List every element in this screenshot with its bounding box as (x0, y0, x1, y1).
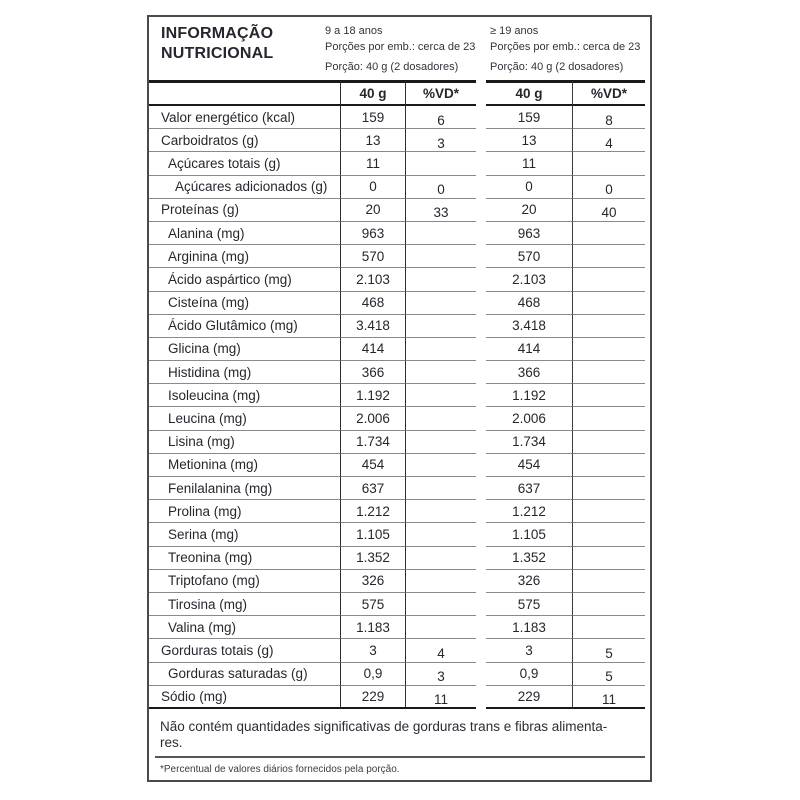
amount-cell-19plus: 1.212 (486, 500, 573, 523)
column-gap (476, 616, 486, 639)
age-group-header-19plus (490, 23, 640, 75)
dv-cell-19plus (573, 361, 645, 384)
column-gap (476, 80, 486, 106)
column-gap (476, 222, 486, 245)
column-gap (476, 384, 486, 407)
amount-cell-9-18: 366 (340, 361, 406, 384)
column-header-amount-19plus: 40 g (486, 80, 573, 106)
nutrient-name-cell: Valor energético (kcal) (149, 106, 340, 129)
amount-cell-9-18: 0,9 (340, 663, 406, 686)
amount-cell-9-18: 20 (340, 199, 406, 222)
column-gap (476, 361, 486, 384)
dv-cell-19plus (573, 292, 645, 315)
dv-cell-9-18 (406, 129, 476, 152)
column-gap (476, 663, 486, 686)
portion-size-label: Porção: 40 g (2 dosadores) (490, 61, 624, 73)
column-gap (476, 315, 486, 338)
amount-cell-9-18: 963 (340, 222, 406, 245)
amount-cell-9-18: 414 (340, 338, 406, 361)
amount-cell-19plus: 963 (486, 222, 573, 245)
dv-value: 5 (605, 645, 613, 661)
nutrient-name-cell: Proteínas (g) (149, 199, 340, 222)
dv-value: 5 (605, 669, 613, 685)
dv-cell-19plus (573, 454, 645, 477)
dv-cell-9-18 (406, 547, 476, 570)
nutrient-name-cell: Triptofano (mg) (149, 570, 340, 593)
dv-cell-19plus (573, 315, 645, 338)
amount-cell-19plus: 20 (486, 199, 573, 222)
dv-cell-9-18 (406, 431, 476, 454)
nutrient-name-cell: Serina (mg) (149, 523, 340, 546)
amount-cell-19plus: 468 (486, 292, 573, 315)
nutrition-table (149, 80, 645, 709)
amount-cell-19plus: 414 (486, 338, 573, 361)
dv-value: 4 (605, 135, 613, 151)
column-gap (476, 338, 486, 361)
column-gap (476, 500, 486, 523)
age-range-label: 9 a 18 anos (325, 25, 383, 37)
nutrient-name-cell: Açúcares totais (g) (149, 152, 340, 175)
amount-cell-9-18: 2.103 (340, 268, 406, 291)
dv-cell-19plus (573, 199, 645, 222)
amount-cell-9-18: 3 (340, 639, 406, 662)
amount-cell-9-18: 1.212 (340, 500, 406, 523)
amount-cell-19plus: 159 (486, 106, 573, 129)
amount-cell-9-18: 570 (340, 245, 406, 268)
dv-cell-9-18 (406, 639, 476, 662)
servings-per-package-label: Porções por emb.: cerca de 23 (490, 41, 641, 53)
amount-cell-19plus: 637 (486, 477, 573, 500)
dv-cell-19plus (573, 523, 645, 546)
column-gap (476, 245, 486, 268)
column-gap (476, 477, 486, 500)
dv-cell-19plus (573, 547, 645, 570)
dv-cell-9-18 (406, 315, 476, 338)
amount-cell-19plus: 326 (486, 570, 573, 593)
nutrient-name-cell: Ácido aspártico (mg) (149, 268, 340, 291)
dv-cell-9-18 (406, 152, 476, 175)
nutrient-name-cell: Cisteína (mg) (149, 292, 340, 315)
dv-value: 8 (605, 112, 613, 128)
column-gap (476, 686, 486, 709)
dv-cell-9-18 (406, 245, 476, 268)
dv-value: 0 (437, 182, 445, 198)
age-group-header-9-18 (325, 23, 475, 75)
column-gap (476, 152, 486, 175)
dv-cell-19plus (573, 477, 645, 500)
amount-cell-9-18: 637 (340, 477, 406, 500)
amount-cell-9-18: 2.006 (340, 407, 406, 430)
amount-cell-9-18: 159 (340, 106, 406, 129)
dv-cell-9-18 (406, 361, 476, 384)
nutrient-name-cell: Alanina (mg) (149, 222, 340, 245)
nutrient-name-cell: Sódio (mg) (149, 686, 340, 709)
trans-fat-fiber-note (160, 719, 646, 751)
nutrient-name-cell: Gorduras saturadas (g) (149, 663, 340, 686)
nutrient-name-cell: Açúcares adicionados (g) (149, 176, 340, 199)
amount-cell-19plus: 229 (486, 686, 573, 709)
amount-cell-19plus: 3 (486, 639, 573, 662)
dv-cell-19plus (573, 222, 645, 245)
dv-cell-9-18 (406, 523, 476, 546)
dv-cell-9-18 (406, 106, 476, 129)
column-gap (476, 268, 486, 291)
dv-value: 4 (437, 645, 445, 661)
nutrient-name-cell: Tirosina (mg) (149, 593, 340, 616)
amount-cell-19plus: 1.105 (486, 523, 573, 546)
dv-cell-9-18 (406, 663, 476, 686)
amount-cell-9-18: 1.352 (340, 547, 406, 570)
amount-cell-19plus: 1.192 (486, 384, 573, 407)
dv-value: 11 (601, 691, 616, 707)
nutrition-facts-panel (147, 15, 652, 782)
dv-cell-9-18 (406, 407, 476, 430)
column-gap (476, 639, 486, 662)
dv-value: 40 (601, 205, 617, 221)
nutrient-name-cell: Arginina (mg) (149, 245, 340, 268)
dv-cell-9-18 (406, 454, 476, 477)
nutrient-name-cell: Fenilalanina (mg) (149, 477, 340, 500)
column-gap (476, 431, 486, 454)
amount-cell-19plus: 454 (486, 454, 573, 477)
age-range-label: ≥ 19 anos (490, 25, 539, 37)
nutrient-name-cell: Histidina (mg) (149, 361, 340, 384)
amount-cell-9-18: 1.105 (340, 523, 406, 546)
nutrient-name-cell: Isoleucina (mg) (149, 384, 340, 407)
dv-value: 11 (433, 691, 448, 707)
amount-cell-19plus: 366 (486, 361, 573, 384)
footer-divider (155, 756, 645, 758)
amount-cell-9-18: 13 (340, 129, 406, 152)
amount-cell-9-18: 575 (340, 593, 406, 616)
amount-cell-9-18: 1.192 (340, 384, 406, 407)
amount-cell-19plus: 570 (486, 245, 573, 268)
dv-cell-9-18 (406, 176, 476, 199)
column-gap (476, 199, 486, 222)
amount-cell-19plus: 1.734 (486, 431, 573, 454)
portion-size-label: Porção: 40 g (2 dosadores) (325, 61, 459, 73)
nutrient-name-cell: Treonina (mg) (149, 547, 340, 570)
dv-cell-19plus (573, 686, 645, 709)
amount-cell-19plus: 2.006 (486, 407, 573, 430)
note-line: Não contém quantidades significativas de gorduras trans e fibras alimenta- (160, 719, 608, 734)
servings-per-package-label: Porções por emb.: cerca de 23 (325, 41, 476, 53)
dv-cell-19plus (573, 593, 645, 616)
column-gap (476, 106, 486, 129)
column-gap (476, 523, 486, 546)
nutrient-name-cell: Valina (mg) (149, 616, 340, 639)
nutrient-name-cell: Leucina (mg) (149, 407, 340, 430)
dv-cell-9-18 (406, 570, 476, 593)
column-header-dv-19plus: %VD* (573, 80, 645, 106)
dv-value: 0 (605, 182, 613, 198)
nutrient-name-cell: Carboidratos (g) (149, 129, 340, 152)
dv-cell-19plus (573, 384, 645, 407)
nutrient-name-cell: Ácido Glutâmico (mg) (149, 315, 340, 338)
amount-cell-19plus: 1.352 (486, 547, 573, 570)
dv-value: 6 (437, 112, 445, 128)
column-gap (476, 176, 486, 199)
amount-cell-19plus: 1.183 (486, 616, 573, 639)
dv-cell-19plus (573, 663, 645, 686)
amount-cell-19plus: 0 (486, 176, 573, 199)
dv-cell-19plus (573, 176, 645, 199)
dv-cell-19plus (573, 245, 645, 268)
amount-cell-19plus: 3.418 (486, 315, 573, 338)
dv-cell-19plus (573, 570, 645, 593)
dv-value: 33 (433, 205, 449, 221)
dv-cell-9-18 (406, 616, 476, 639)
nutrient-name-cell: Metionina (mg) (149, 454, 340, 477)
amount-cell-9-18: 468 (340, 292, 406, 315)
amount-cell-9-18: 1.734 (340, 431, 406, 454)
nutrient-name-cell: Glicina (mg) (149, 338, 340, 361)
amount-cell-19plus: 575 (486, 593, 573, 616)
dv-cell-9-18 (406, 500, 476, 523)
nutrient-name-cell: Gorduras totais (g) (149, 639, 340, 662)
daily-value-footnote: *Percentual de valores diários fornecidos pela porção. (160, 764, 400, 775)
column-gap (476, 570, 486, 593)
amount-cell-9-18: 3.418 (340, 315, 406, 338)
dv-cell-19plus (573, 338, 645, 361)
dv-cell-9-18 (406, 268, 476, 291)
amount-cell-19plus: 0,9 (486, 663, 573, 686)
amount-cell-9-18: 11 (340, 152, 406, 175)
dv-cell-19plus (573, 106, 645, 129)
dv-cell-9-18 (406, 199, 476, 222)
column-gap (476, 292, 486, 315)
amount-cell-9-18: 229 (340, 686, 406, 709)
column-gap (476, 593, 486, 616)
amount-cell-19plus: 2.103 (486, 268, 573, 291)
dv-cell-19plus (573, 129, 645, 152)
dv-cell-19plus (573, 152, 645, 175)
dv-cell-19plus (573, 500, 645, 523)
dv-cell-19plus (573, 616, 645, 639)
column-header-dv-9-18: %VD* (406, 80, 476, 106)
dv-cell-9-18 (406, 338, 476, 361)
dv-cell-19plus (573, 639, 645, 662)
header-empty-cell (149, 80, 340, 106)
amount-cell-19plus: 11 (486, 152, 573, 175)
dv-cell-9-18 (406, 292, 476, 315)
note-line: res. (160, 735, 183, 750)
amount-cell-9-18: 1.183 (340, 616, 406, 639)
column-gap (476, 407, 486, 430)
amount-cell-9-18: 326 (340, 570, 406, 593)
dv-cell-9-18 (406, 686, 476, 709)
dv-value: 3 (437, 669, 445, 685)
amount-cell-19plus: 13 (486, 129, 573, 152)
column-gap (476, 454, 486, 477)
column-gap (476, 129, 486, 152)
nutrient-name-cell: Lisina (mg) (149, 431, 340, 454)
dv-cell-9-18 (406, 477, 476, 500)
amount-cell-9-18: 0 (340, 176, 406, 199)
column-gap (476, 547, 486, 570)
dv-value: 3 (437, 135, 445, 151)
dv-cell-19plus (573, 431, 645, 454)
dv-cell-9-18 (406, 593, 476, 616)
dv-cell-19plus (573, 407, 645, 430)
amount-cell-9-18: 454 (340, 454, 406, 477)
dv-cell-9-18 (406, 384, 476, 407)
column-header-amount-9-18: 40 g (340, 80, 406, 106)
dv-cell-19plus (573, 268, 645, 291)
panel-title: INFORMAÇÃO NUTRICIONAL (161, 25, 274, 62)
dv-cell-9-18 (406, 222, 476, 245)
nutrient-name-cell: Prolina (mg) (149, 500, 340, 523)
